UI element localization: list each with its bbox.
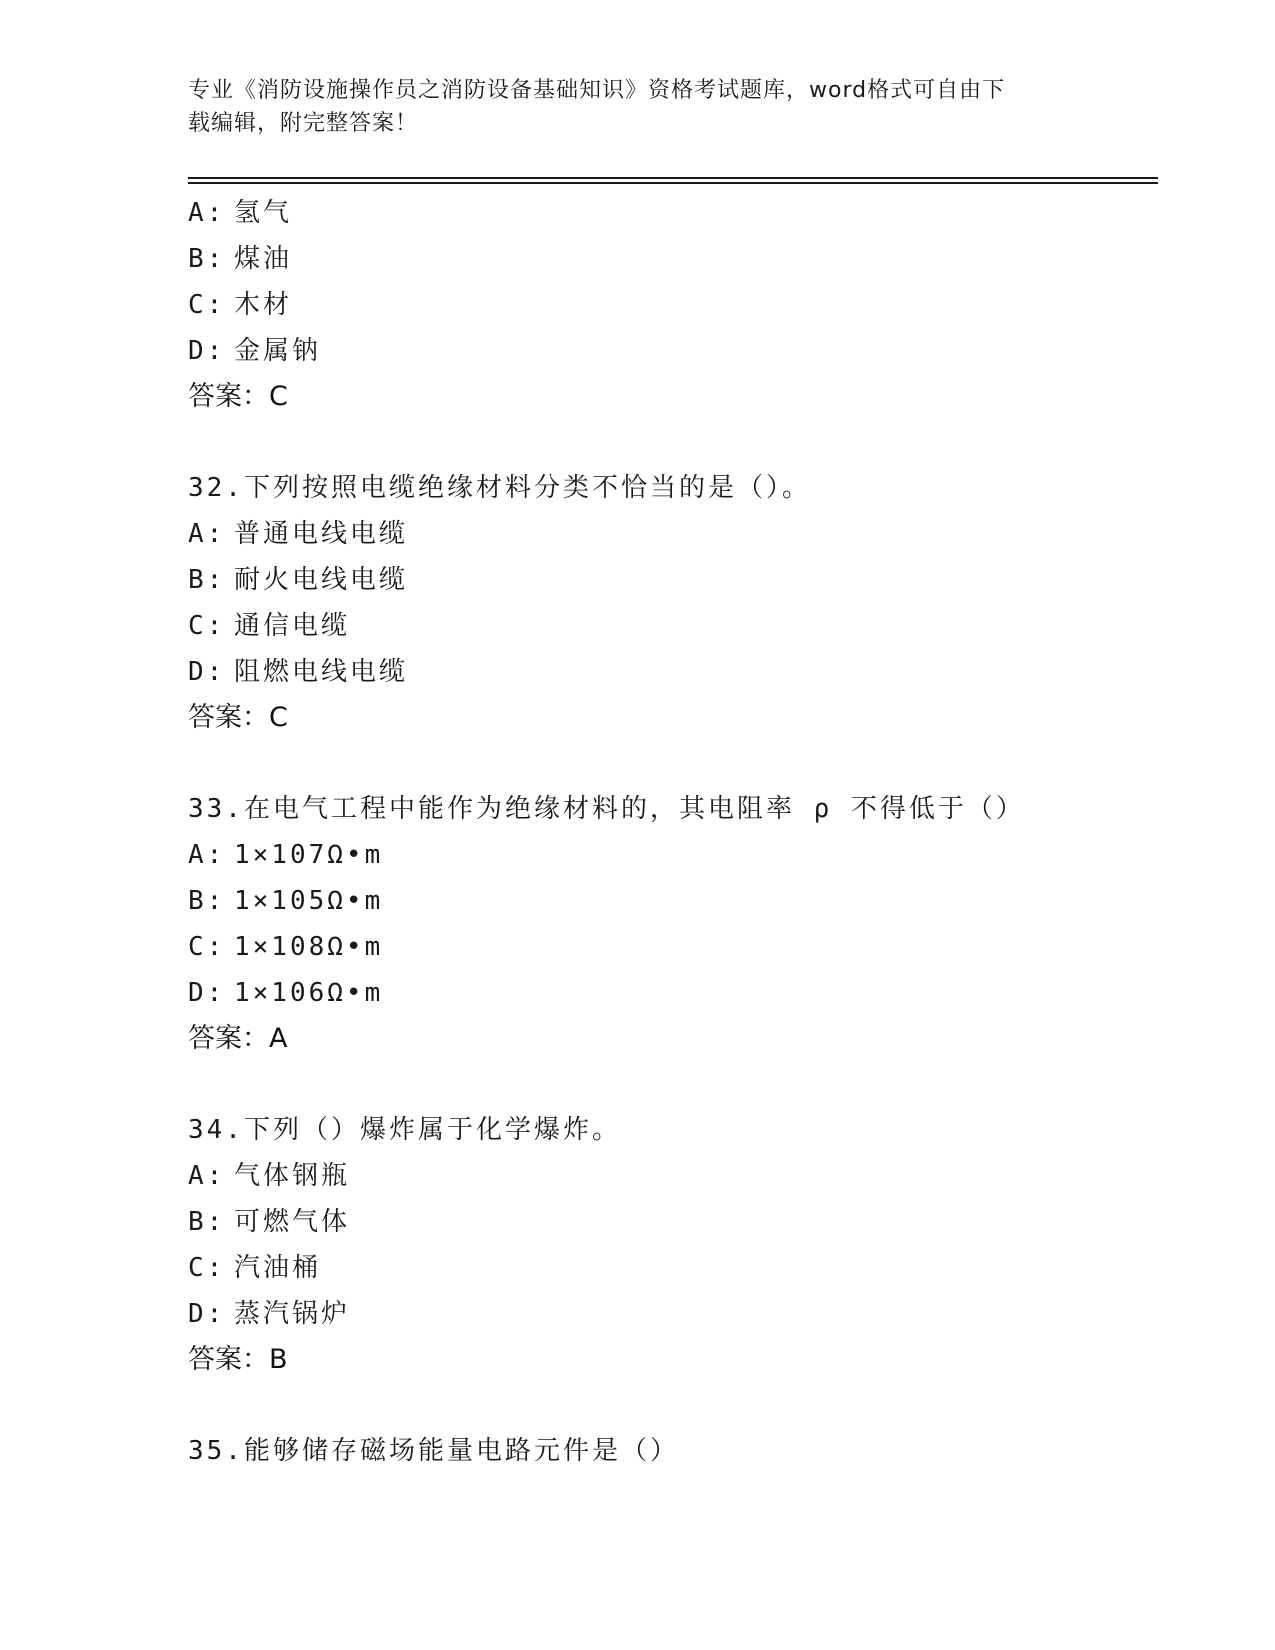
option-b [188, 878, 1158, 924]
question-33 [188, 786, 1158, 1062]
option-c [188, 282, 1158, 328]
option-b [188, 1199, 1158, 1245]
option-text: 1×107Ω•m [234, 840, 384, 870]
option-d [188, 1291, 1158, 1337]
option-letter: C: [188, 1253, 226, 1283]
answer-label: 答案： [188, 1344, 269, 1375]
answer-value: A [269, 1023, 288, 1054]
option-letter: A: [188, 198, 226, 228]
answer-line [188, 1337, 1158, 1383]
question-35 [188, 1428, 1158, 1474]
answer-value: B [269, 1344, 288, 1375]
document-header [188, 74, 1078, 140]
option-letter: C: [188, 611, 226, 641]
option-letter: D: [188, 657, 226, 687]
option-letter: A: [188, 840, 226, 870]
option-letter: A: [188, 1161, 226, 1191]
header-rule-bottom [188, 182, 1158, 184]
question-31 [188, 190, 1158, 420]
option-text: 气体钢瓶 [234, 1161, 351, 1191]
option-a [188, 511, 1158, 557]
question-34 [188, 1107, 1158, 1383]
option-letter: D: [188, 1299, 226, 1329]
question-text: 33.在电气工程中能作为绝缘材料的，其电阻率 ρ 不得低于（） [188, 794, 1025, 824]
option-text: 1×106Ω•m [234, 978, 384, 1008]
option-text: 木材 [234, 290, 293, 320]
answer-line [188, 374, 1158, 420]
question-32 [188, 465, 1158, 741]
option-text: 金属钠 [234, 336, 322, 366]
option-letter: D: [188, 336, 226, 366]
option-d [188, 328, 1158, 374]
option-b [188, 557, 1158, 603]
option-letter: B: [188, 1207, 226, 1237]
answer-line [188, 1016, 1158, 1062]
answer-label: 答案： [188, 381, 269, 412]
question-text: 34.下列（）爆炸属于化学爆炸。 [188, 1115, 621, 1145]
question-text: 35.能够储存磁场能量电路元件是（） [188, 1436, 679, 1466]
option-text: 可燃气体 [234, 1207, 351, 1237]
option-letter: B: [188, 244, 226, 274]
option-text: 1×108Ω•m [234, 932, 384, 962]
option-letter: A: [188, 519, 226, 549]
option-text: 蒸汽锅炉 [234, 1299, 351, 1329]
header-line-2: 载编辑，附完整答案！ [188, 111, 419, 136]
option-letter: C: [188, 932, 226, 962]
answer-label: 答案： [188, 1023, 269, 1054]
option-text: 1×105Ω•m [234, 886, 384, 916]
option-c [188, 603, 1158, 649]
option-text: 汽油桶 [234, 1253, 322, 1283]
option-a [188, 1153, 1158, 1199]
option-letter: D: [188, 978, 226, 1008]
option-c [188, 924, 1158, 970]
question-text: 32.下列按照电缆绝缘材料分类不恰当的是（）。 [188, 473, 811, 503]
answer-line [188, 695, 1158, 741]
option-d [188, 649, 1158, 695]
option-text: 阻燃电线电缆 [234, 657, 409, 687]
answer-value: C [269, 381, 288, 412]
header-line-1: 专业《消防设施操作员之消防设备基础知识》资格考试题库，word格式可自由下 [188, 78, 1006, 103]
option-d [188, 970, 1158, 1016]
option-a [188, 832, 1158, 878]
option-text: 煤油 [234, 244, 293, 274]
option-a [188, 190, 1158, 236]
option-letter: B: [188, 886, 226, 916]
question-list [188, 190, 1158, 1474]
header-rule-top [188, 177, 1158, 179]
option-text: 氢气 [234, 198, 293, 228]
option-text: 耐火电线电缆 [234, 565, 409, 595]
option-letter: C: [188, 290, 226, 320]
option-text: 普通电线电缆 [234, 519, 409, 549]
answer-value: C [269, 702, 288, 733]
option-letter: B: [188, 565, 226, 595]
answer-label: 答案： [188, 702, 269, 733]
option-c [188, 1245, 1158, 1291]
option-text: 通信电缆 [234, 611, 351, 641]
option-b [188, 236, 1158, 282]
